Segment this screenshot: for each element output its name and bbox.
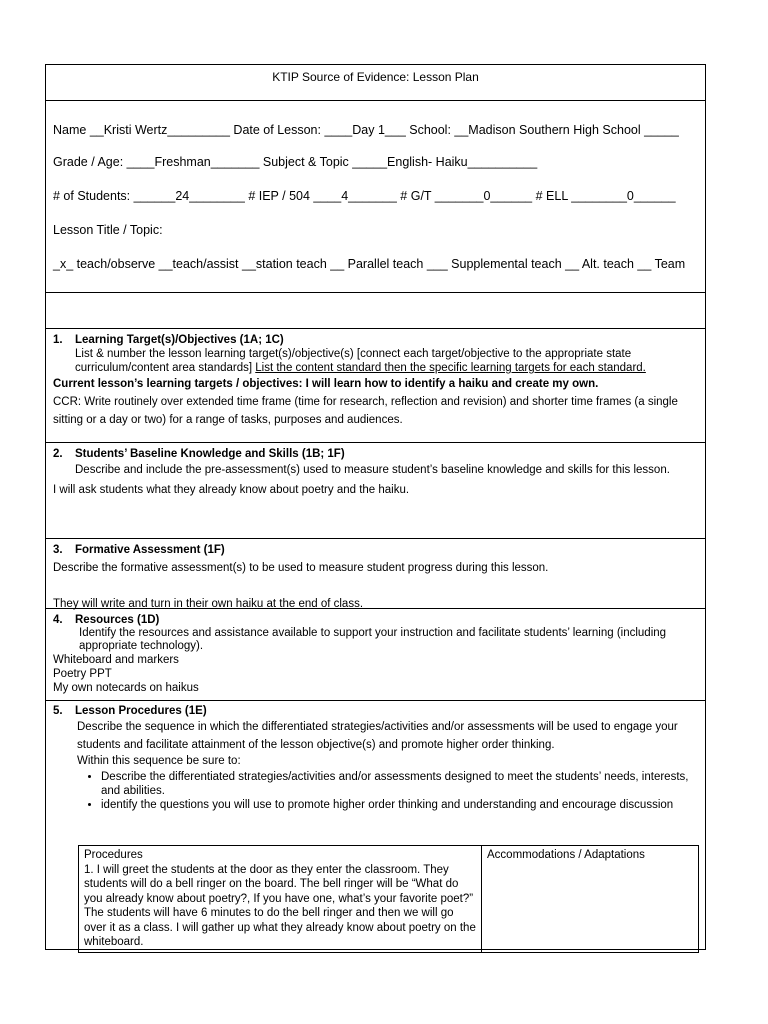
resource-item: Poetry PPT	[53, 668, 112, 680]
blank-row	[46, 293, 705, 329]
section-heading: Formative Assessment (1F)	[75, 544, 225, 556]
lesson-plan-form	[45, 64, 706, 950]
accommodations-header: Accommodations / Adaptations	[487, 849, 645, 861]
grade-subject-line: Grade / Age: ____Freshman_______ Subject & Topic _____English- Haiku__________	[53, 155, 538, 169]
section-heading: Learning Target(s)/Objectives (1A; 1C)	[75, 334, 284, 346]
section-number: 2.	[53, 448, 63, 460]
checklist-item: • Describe the differentiated strategies/activities and/or assessments designed to meet the students’ needs, interests, and abilities.	[101, 770, 705, 798]
resource-item: My own notecards on haikus	[53, 682, 199, 694]
sequence-checklist	[53, 770, 705, 812]
resources-section	[46, 609, 705, 701]
ccr-standard: CCR: Write routinely over extended time frame (time for research, reflection and revision) and shorter time frames (a single sitting or a day or two) for a range of tasks, purposes and audiences.	[53, 396, 678, 426]
name-date-school-line: Name __Kristi Wertz_________ Date of Lesson: ____Day 1___ School: __Madison Southern High School _____	[53, 123, 679, 137]
baseline-knowledge-section	[46, 443, 705, 539]
section-number: 4.	[53, 614, 63, 626]
section-instructions: List & number the lesson learning target(s)/objective(s) [connect each target/objective to the appropriate state curriculum/content area standards] List the content standard then the specific learning targets for each standard.	[75, 348, 646, 374]
section-answer: They will write and turn in their own haiku at the end of class.	[53, 598, 364, 610]
section-instructions: Describe the sequence in which the differentiated strategies/activities and/or assessments will be used to engage your students and facilitate attainment of the lesson objective(s) and promote higher order thinking.	[77, 721, 678, 751]
current-targets: Current lesson’s learning targets / objectives: I will learn how to identify a haiku and create my own.	[53, 378, 599, 390]
section-heading: Resources (1D)	[75, 614, 160, 626]
section-number: 5.	[53, 705, 63, 717]
formative-assessment-section	[46, 539, 705, 609]
learning-targets-section	[46, 329, 705, 443]
procedures-table	[78, 845, 699, 953]
procedures-cell	[79, 846, 482, 953]
resource-item: Whiteboard and markers	[53, 654, 179, 666]
section-heading: Lesson Procedures (1E)	[75, 705, 207, 717]
sequence-intro: Within this sequence be sure to:	[77, 755, 241, 767]
section-instructions: Identify the resources and assistance available to support your instruction and facilitate students’ learning (including appropriate technology).	[79, 627, 667, 652]
lesson-procedures-section	[46, 701, 705, 951]
teaching-mode-line: _x_ teach/observe __teach/assist __station teach __ Parallel teach ___ Supplemental teach __ Alt. teach __ Team	[53, 257, 686, 271]
procedures-header: Procedures	[84, 849, 143, 861]
section-instructions: Describe and include the pre-assessment(s) used to measure student’s baseline knowledge and skills for this lesson.	[75, 464, 670, 476]
teacher-info-section	[46, 101, 705, 293]
section-heading: Students’ Baseline Knowledge and Skills (1B; 1F)	[75, 448, 345, 460]
student-counts-line: # of Students: ______24________ # IEP / 504 ____4_______ # G/T _______0______ # ELL ________0______	[53, 189, 676, 203]
section-number: 3.	[53, 544, 63, 556]
section-number: 1.	[53, 334, 63, 346]
checklist-item: • identify the questions you will use to promote higher order thinking and understanding and encourage discussion	[101, 798, 705, 812]
accommodations-cell	[482, 846, 699, 953]
form-title: KTIP Source of Evidence: Lesson Plan	[46, 65, 705, 101]
procedure-step: 1. I will greet the students at the door as they enter the classroom. They students will do a bell ringer on the board. The bell ringer will be “What do you already know about poetry?, If you have one, what’s your favorite poet?” The students will have 6 minutes to do the bell ringer and then we will go over it as a class. I will gather up what they already know about poetry on the whiteboard.	[84, 863, 476, 948]
section-answer: I will ask students what they already know about poetry and the haiku.	[53, 484, 410, 496]
lesson-title-line: Lesson Title / Topic:	[53, 223, 163, 237]
section-instructions: Describe the formative assessment(s) to be used to measure student progress during this lesson.	[53, 562, 549, 574]
